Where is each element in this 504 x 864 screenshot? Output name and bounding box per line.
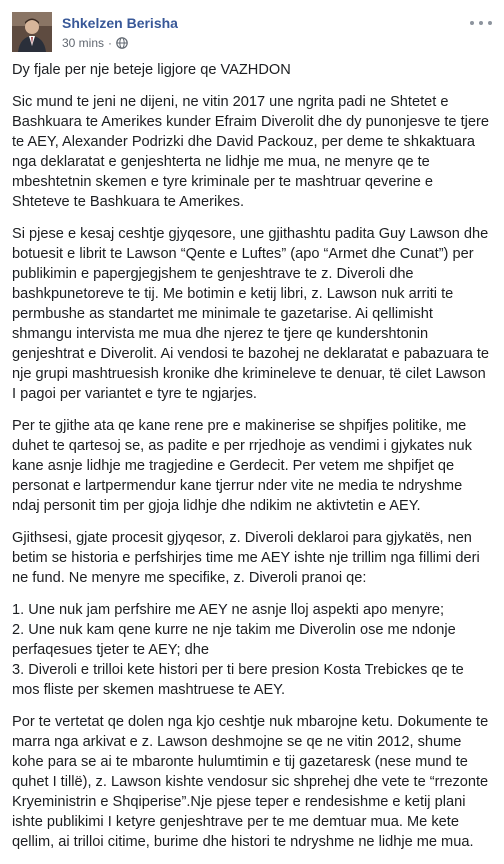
meta-separator: · xyxy=(108,36,113,50)
post-header xyxy=(12,12,492,56)
numbered-list xyxy=(12,600,490,700)
list-item: 2. Une nuk kam qene kurre ne nje takim me Diverolin ose me ndonje perfaqesues tjeter te AEY; dhe xyxy=(12,622,456,658)
post-meta xyxy=(62,35,178,51)
post-paragraph: Sic mund te jeni ne dijeni, ne vitin 2017 une ngrita padi ne Shtetet e Bashkuara te Amerikes kunder Efraim Diverolit dhe dy punonjesve te tjere te AEY, Alexander Podrizki dhe David Packouz, per deme te shkaktuara nga deklaratat e genjeshterta ne lidhje me mua, ne menyre qe te mbeshtetnin skemen e tyre kriminale per te mashtruar qeverine e Shteteve te Bashkuara te Amerikes. xyxy=(12,94,489,210)
list-item: 1. Une nuk jam perfshire me AEY ne asnje lloj aspekti apo menyre; xyxy=(12,602,445,618)
avatar[interactable] xyxy=(12,12,52,52)
post-paragraph: Per te gjithe ata qe kane rene pre e makinerise se shpifjes politike, me duhet te qartesoj se, as padite e per rrjedhoje as vendimi i gjykates nuk kane asnje lidhje me tragjedine e Gerdecit. Per vetem me shpifjet qe personat e lartpermendur kane tjerrur nder vite ne media te ndryshme ndaj personit tim per gjoja lidhje dhe ndikim ne aktivtetin e AEY. xyxy=(12,418,472,514)
globe-icon[interactable] xyxy=(116,37,128,49)
profile-photo-icon xyxy=(12,12,52,52)
post-paragraph: Gjithsesi, gjate procesit gjyqesor, z. Diveroli deklaroi para gjykatës, nen betim se historia e perfshirjes time me AEY ishte nje trillim nga fillimi deri ne fund. Ne menyre me specifike, z. Diveroli pranoi qe: xyxy=(12,530,480,586)
header-text xyxy=(62,12,178,51)
post-paragraph: Por te vertetat qe dolen nga kjo ceshtje nuk mbarojne ketu. Dokumente te marra nga arkivat e z. Lawson deshmojne se qe ne vitin 2012, shume kohe para se ai te mbaronte hulumtimin e tij gazetaresk (nese mund te quhet I tillë), z. Lawson kishte vendosur sic shprehej dhe vete te “rrezonte Kryeministrin e Shqiperise”.Nje pjese teper e rendesishme e ketij plani ishte publikimi I ketyre genjeshtrave per te me demtuar mua. Me kete qellim, ai trilloi citime, burime dhe histori te ndryshme ne lidhje me mua. xyxy=(12,714,489,850)
more-options-icon[interactable] xyxy=(470,16,492,30)
more-dot xyxy=(488,21,492,25)
list-item: 3. Diveroli e trilloi kete histori per ti bere presion Kosta Trebickes qe te mos fliste per skemen mashtruese te AEY. xyxy=(12,662,464,698)
author-name[interactable]: Shkelzen Berisha xyxy=(62,15,178,31)
post-paragraph: Dy fjale per nje beteje ligjore qe VAZHDON xyxy=(12,62,291,78)
post-body xyxy=(12,60,490,864)
post-timestamp[interactable]: 30 mins xyxy=(62,36,105,50)
more-dot xyxy=(470,21,474,25)
more-dot xyxy=(479,21,483,25)
post-paragraph: Si pjese e kesaj ceshtje gjyqesore, une gjithashtu padita Guy Lawson dhe botuesit e librit te Lawson “Qente e Luftes” (apo “Armet dhe Cunat”) per publikimin e papergjegjshem te genjeshtrave te z. Diveroli dhe bashkpunetoreve te tij. Me botimin e ketij libri, z. Lawson nuk arriti te permbushe as standartet me minimale te gazetarise. Ai qellimisht shmangu intervista me mua dhe njerez te tjere qe kundershtonin genjeshtrat e Diverolit. Ai vendosi te bazohej ne deklaratat e pabazuara te nje grupi mashtruesish kronike dhe krimineleve te denuar, të cilet Lawson I pagoi per variantet e tyre te ngjarjes. xyxy=(12,226,490,402)
